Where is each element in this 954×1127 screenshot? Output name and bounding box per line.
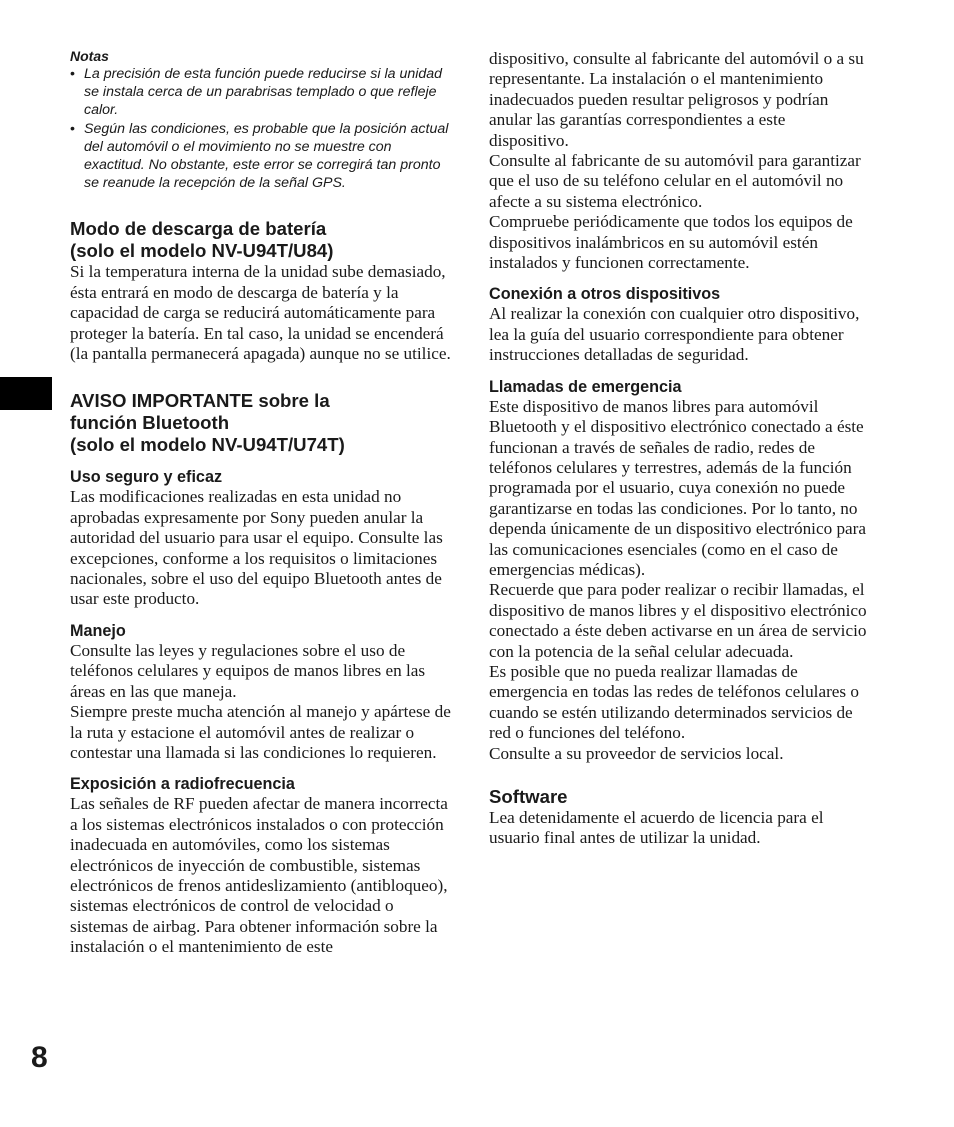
page-number: 8 [31, 1041, 48, 1074]
manejo-body-2: Siempre preste mucha atención al manejo y apártese de la ruta y estacione el automóvil antes de realizar o contestar una llamada si las condiciones lo requieren. [70, 702, 451, 762]
left-column [70, 47, 454, 958]
notes-title: Notas [70, 48, 109, 64]
exposicion-body-cont: dispositivo, consulte al fabricante del automóvil o a su representante. La instalación o el mantenimiento inadecuados pueden resultar peligrosos y podrían anular las garantías correspondientes a este dispositivo. [489, 49, 864, 150]
note-item: • Según las condiciones, es probable que la posición actual del automóvil o el movimiento no se muestre con exactitud. No obstante, este error se corregirá tan pronto se reanude la recepción de la señal GPS. [70, 120, 449, 192]
manejo-body-1: Consulte las leyes y regulaciones sobre el uso de teléfonos celulares y equipos de manos libres en las áreas en las que maneja. [70, 640, 426, 701]
battery-heading: Modo de descarga de batería (solo el modelo NV-U94T/U84) [70, 218, 334, 262]
emergencia-body-4: Consulte a su proveedor de servicios local. [489, 743, 784, 763]
conexion-body: Al realizar la conexión con cualquier otro dispositivo, lea la guía del usuario correspondiente para obtener instrucciones detalladas de seguridad. [489, 304, 860, 365]
uso-heading: Uso seguro y eficaz [70, 468, 223, 487]
emergencia-body-2: Recuerde que para poder realizar o recibir llamadas, el dispositivo de manos libres y el dispositivo electrónico conectado a éste deben activarse en un área de servicio con la potencia de la señal celular adecuada. [489, 580, 867, 661]
exposicion-body-2: Consulte al fabricante de su automóvil para garantizar que el uso de su teléfono celular en el automóvil no afecte a su sistema electrónico. [489, 151, 861, 211]
exposicion-heading: Exposición a radiofrecuencia [70, 775, 295, 794]
bluetooth-heading: AVISO IMPORTANTE sobre la función Bluetooth (solo el modelo NV-U94T/U74T) [70, 390, 345, 456]
right-column [489, 49, 869, 849]
emergencia-heading: Llamadas de emergencia [489, 377, 682, 396]
software-heading: Software [489, 786, 568, 807]
software-body: Lea detenidamente el acuerdo de licencia para el usuario final antes de utilizar la unidad. [489, 808, 824, 848]
emergencia-body-1: Este dispositivo de manos libres para automóvil Bluetooth y el dispositivo electrónico conectado a éste funcionan a través de señales de radio, redes de teléfonos celulares y terrestres, además de la función programada por el usuario, cuya conexión no puede garantizarse en todas las condiciones. Por lo tanto, no dependa únicamente de un dispositivo electrónico para las comunicaciones esenciales (como en el caso de emergencias médicas). [489, 396, 867, 579]
note-item: • La precisión de esta función puede reducirse si la unidad se instala cerca de un parabrisas templado o que refleje calor. [70, 66, 443, 119]
uso-body: Las modificaciones realizadas en esta unidad no aprobadas expresamente por Sony pueden anular la autoridad del usuario para usar el equipo. Consulte las excepciones, conforme a los requisitos o limitaciones nacionales, sobre el uso del equipo Bluetooth antes de usar este producto. [70, 487, 443, 609]
manejo-heading: Manejo [70, 621, 126, 640]
battery-body: Si la temperatura interna de la unidad sube demasiado, ésta entrará en modo de descarga de batería y la capacidad de carga se reducirá automáticamente para proteger la batería. En tal caso, la unidad se encenderá (la pantalla permanecerá apagada) aunque no se utilice. [70, 262, 451, 364]
notes-list [70, 65, 454, 192]
conexion-heading: Conexión a otros dispositivos [489, 285, 721, 304]
exposicion-body: Las señales de RF pueden afectar de manera incorrecta a los sistemas electrónicos instalados o con protección inadecuada en automóviles, como los sistemas electrónicos de inyección de combustible, sistemas electrónicos de frenos antideslizamiento (antibloqueo), sistemas electrónicos de control de velocidad o sistemas de airbag. Para obtener información sobre la instalación o el mantenimiento de este [70, 794, 448, 957]
emergencia-body-3: Es posible que no pueda realizar llamadas de emergencia en todas las redes de teléfonos celulares o cuando se estén utilizando determinados servicios de red o funciones del teléfono. [489, 661, 860, 743]
section-tab-marker [0, 377, 52, 410]
exposicion-body-3: Compruebe periódicamente que todos los equipos de dispositivos inalámbricos en su automóvil estén instalados y funcionen correctamente. [489, 212, 853, 273]
